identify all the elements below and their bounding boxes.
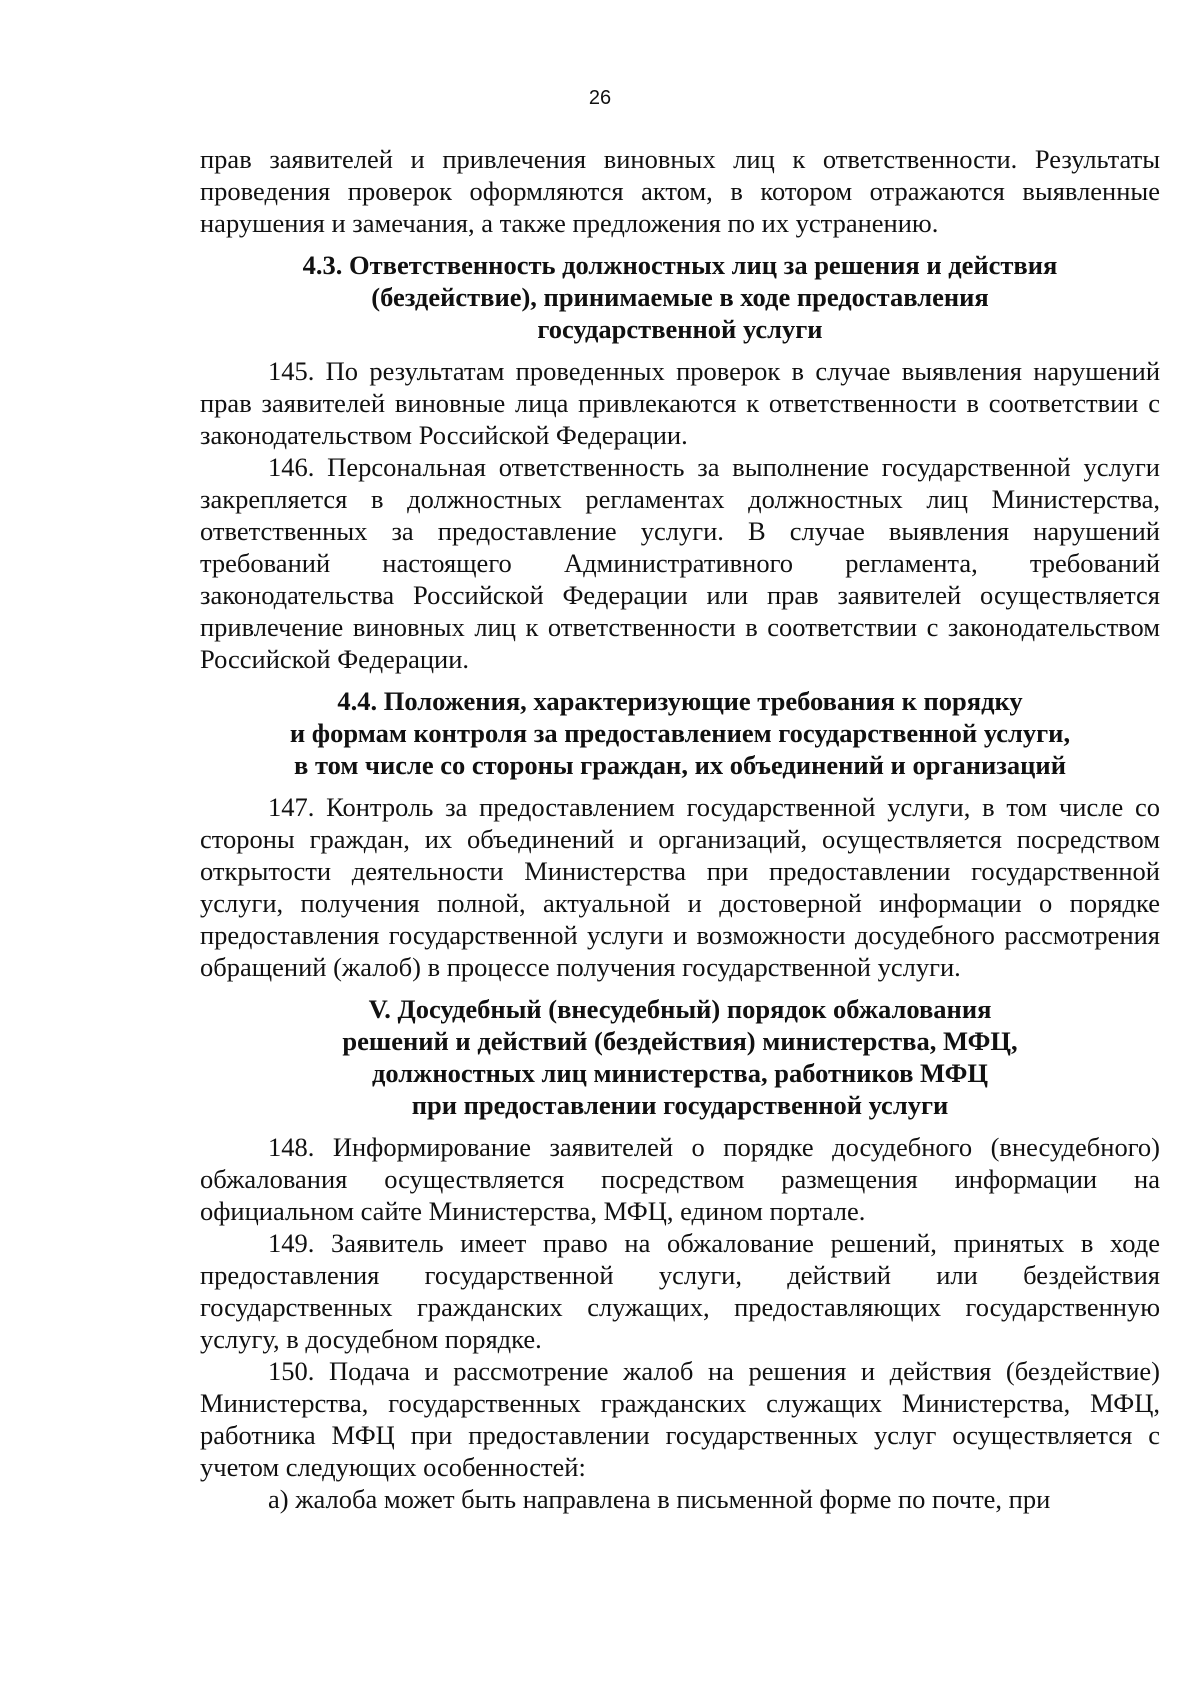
section-heading-line: решений и действий (бездействия) министерства, МФЦ,: [342, 1026, 1018, 1056]
section-heading-line: 4.3. Ответственность должностных лиц за решения и действия: [302, 250, 1058, 280]
document-body: [200, 143, 1160, 1515]
section-heading-line: 4.4. Положения, характеризующие требования к порядку: [337, 686, 1023, 716]
paragraph-148: 148. Информирование заявителей о порядке досудебного (внесудебного) обжалования осуществляется посредством размещения информации на официальном сайте Министерства, МФЦ, едином портале.: [200, 1132, 1160, 1226]
paragraph-149: 149. Заявитель имеет право на обжалование решений, принятых в ходе предоставления государственной услуги, действий или бездействия государственных гражданских служащих, предоставляющих государственную услугу, в досудебном порядке.: [200, 1228, 1160, 1354]
paragraph-150: 150. Подача и рассмотрение жалоб на решения и действия (бездействие) Министерства, государственных гражданских служащих Министерства, МФЦ, работника МФЦ при предоставлении государственных услуг осуществляется с учетом следующих особенностей:: [200, 1356, 1160, 1482]
section-heading-4-4: [200, 685, 1160, 781]
section-heading-line: государственной услуги: [537, 314, 823, 344]
section-heading-line: (бездействие), принимаемые в ходе предоставления: [371, 282, 989, 312]
paragraph-146: 146. Персональная ответственность за выполнение государственной услуги закрепляется в должностных регламентах должностных лиц Министерства, ответственных за предоставление услуги. В случае выявления нарушений требований настоящего Административного регламента, требований законодательства Российской Федерации или прав заявителей осуществляется привлечение виновных лиц к ответственности в соответствии с законодательством Российской Федерации.: [200, 452, 1160, 674]
section-heading-4-3: [200, 249, 1160, 345]
section-heading-line: в том числе со стороны граждан, их объединений и организаций: [294, 750, 1066, 780]
page-number: 26: [588, 87, 612, 109]
paragraph-147: 147. Контроль за предоставлением государственной услуги, в том числе со стороны граждан, их объединений и организаций, осуществляется посредством открытости деятельности Министерства при предоставлении государственной услуги, получения полной, актуальной и достоверной информации о порядке предоставления государственной услуги и возможности досудебного рассмотрения обращений (жалоб) в процессе получения государственной услуги.: [200, 792, 1160, 982]
section-heading-line: при предоставлении государственной услуги: [411, 1090, 949, 1120]
intro-paragraph: прав заявителей и привлечения виновных лиц к ответственности. Результаты проведения проверок оформляются актом, в котором отражаются выявленные нарушения и замечания, а также предложения по их устранению.: [200, 144, 1160, 238]
section-heading-line: должностных лиц министерства, работников МФЦ: [371, 1058, 989, 1088]
section-heading-5: [200, 993, 1160, 1121]
paragraph-150-a: а) жалоба может быть направлена в письменной форме по почте, при: [268, 1484, 1051, 1514]
section-heading-line: V. Досудебный (внесудебный) порядок обжалования: [368, 994, 992, 1024]
paragraph-145: 145. По результатам проведенных проверок в случае выявления нарушений прав заявителей виновные лица привлекаются к ответственности в соответствии с законодательством Российской Федерации.: [200, 356, 1160, 450]
section-heading-line: и формам контроля за предоставлением государственной услуги,: [289, 718, 1071, 748]
